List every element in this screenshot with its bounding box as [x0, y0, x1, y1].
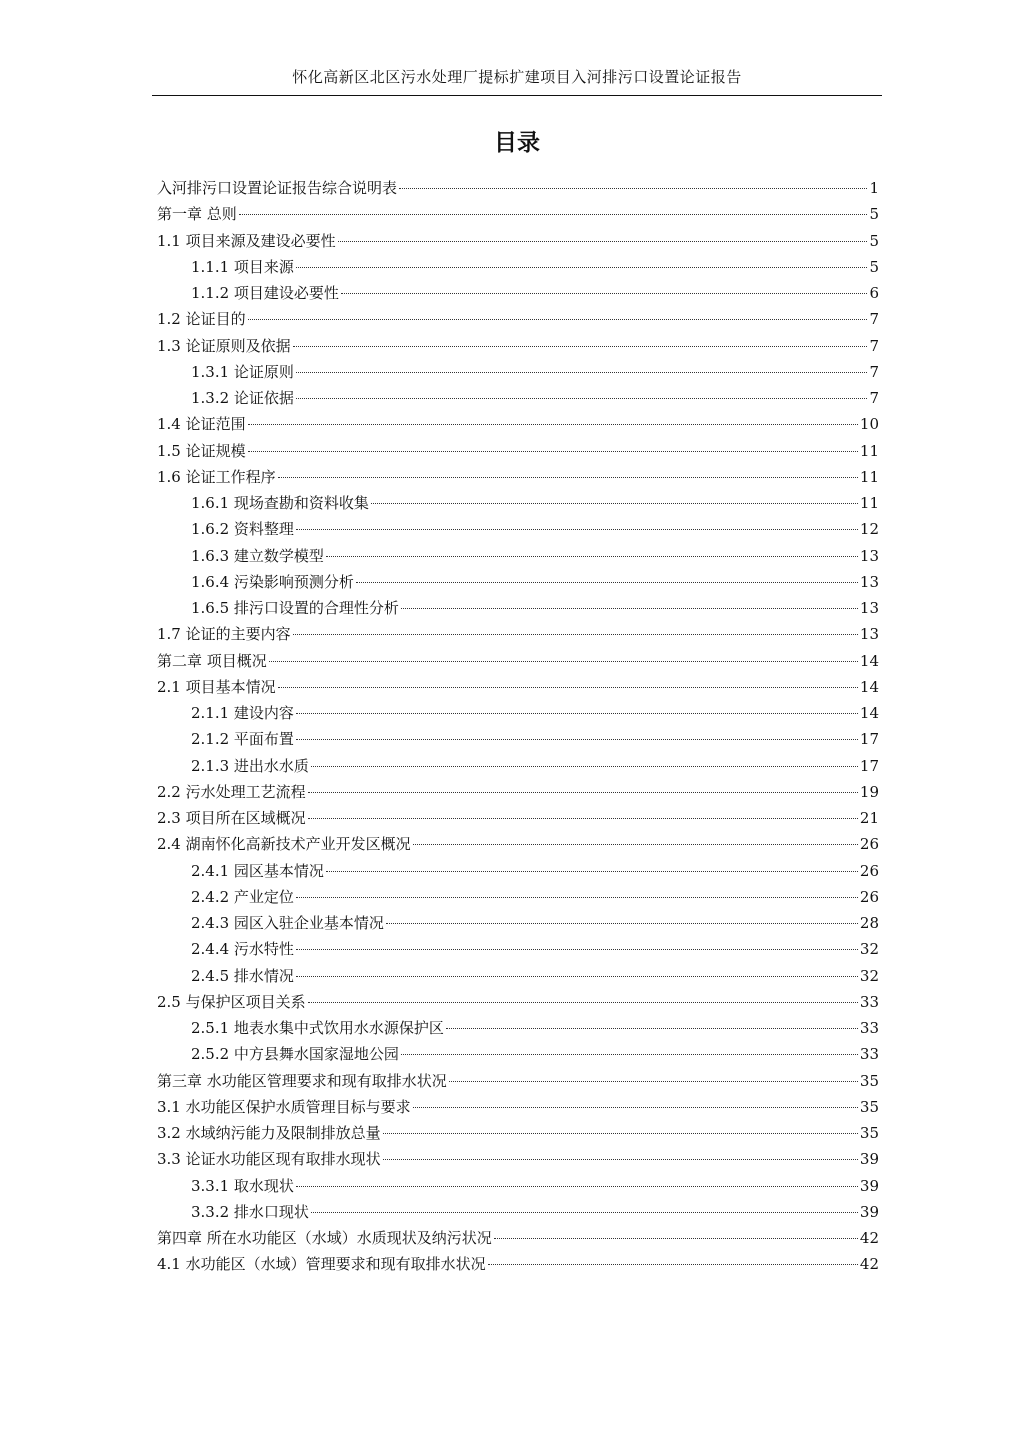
toc-dot-leader [399, 188, 867, 189]
toc-entry[interactable] [157, 1120, 879, 1146]
toc-entry-label: 1.6 论证工作程序 [157, 467, 276, 486]
toc-entry[interactable] [157, 201, 879, 227]
toc-entry-label: 2.4.2 产业定位 [191, 887, 294, 906]
toc-entry-label: 3.3 论证水功能区现有取排水现状 [157, 1150, 381, 1169]
toc-page-number: 32 [859, 966, 879, 985]
toc-entry-label: 2.4.5 排水情况 [191, 966, 294, 985]
toc-entry[interactable] [157, 306, 879, 332]
toc-entry-label: 2.1.3 进出水水质 [191, 756, 309, 775]
toc-dot-leader [296, 1186, 858, 1187]
toc-entry-label: 2.2 污水处理工艺流程 [157, 782, 306, 801]
toc-entry-label: 2.1.2 平面布置 [191, 730, 294, 749]
toc-page-number: 42 [859, 1255, 879, 1274]
toc-dot-leader [308, 792, 858, 793]
toc-entry-label: 1.3.2 论证依据 [191, 389, 294, 407]
toc-entry-label: 1.6.1 现场查勘和资料收集 [191, 494, 369, 512]
toc-entry-label: 1.6.3 建立数学模型 [191, 546, 324, 565]
toc-entry-label: 1.1.2 项目建设必要性 [191, 284, 339, 302]
toc-page-number: 11 [859, 494, 879, 512]
toc-page-number: 11 [859, 467, 879, 486]
toc-entry[interactable] [157, 726, 879, 752]
toc-page-number: 17 [859, 756, 879, 775]
toc-entry-label: 1.6.4 污染影响预测分析 [191, 572, 354, 591]
toc-entry-label: 1.3 论证原则及依据 [157, 336, 291, 355]
toc-page-number: 7 [869, 310, 879, 329]
toc-entry-label: 2.4.1 园区基本情况 [191, 861, 324, 880]
toc-dot-leader [269, 661, 858, 662]
toc-entry[interactable] [157, 936, 879, 962]
toc-entry-label: 2.4 湖南怀化高新技术产业开发区概况 [157, 835, 411, 854]
running-header: 怀化高新区北区污水处理厂提标扩建项目入河排污口设置论证报告 [292, 68, 742, 86]
toc-entry-label: 2.5 与保护区项目关系 [157, 992, 306, 1011]
toc-entry-label: 第一章 总则 [157, 205, 237, 224]
toc-dot-leader [338, 241, 868, 242]
toc-dot-leader [386, 923, 858, 924]
toc-page-number: 14 [859, 677, 879, 696]
toc-entry[interactable] [157, 989, 879, 1015]
toc-page-number: 28 [859, 914, 879, 932]
toc-entry[interactable] [157, 753, 879, 779]
toc-page-number: 5 [869, 257, 879, 276]
toc-entry-label: 1.2 论证目的 [157, 310, 246, 329]
toc-entry[interactable] [157, 700, 879, 726]
toc-page-number: 33 [859, 992, 879, 1011]
toc-entry[interactable] [157, 648, 879, 674]
toc-dot-leader [311, 766, 858, 767]
toc-dot-leader [326, 556, 858, 557]
toc-entry[interactable] [157, 1041, 879, 1067]
toc-page-number: 13 [859, 572, 879, 591]
toc-dot-leader [293, 634, 858, 635]
toc-dot-leader [239, 214, 868, 215]
toc-entry-label: 入河排污口设置论证报告综合说明表 [157, 179, 398, 197]
toc-entry-label: 第二章 项目概况 [157, 651, 267, 670]
toc-entry[interactable] [157, 1173, 879, 1199]
toc-entry[interactable] [157, 280, 879, 306]
toc-page-number: 26 [859, 861, 879, 880]
toc-page-number: 35 [859, 1124, 879, 1142]
toc-entry[interactable] [157, 831, 879, 857]
toc-dot-leader [296, 713, 858, 714]
toc-dot-leader [401, 1054, 858, 1055]
toc-dot-leader [248, 319, 868, 320]
toc-entry-label: 第四章 所在水功能区（水域）水质现状及纳污状况 [157, 1229, 492, 1247]
toc-entry[interactable] [157, 963, 879, 989]
table-of-contents [157, 175, 879, 1278]
toc-dot-leader [311, 1212, 858, 1213]
toc-dot-leader [494, 1238, 858, 1239]
toc-page-number: 5 [869, 231, 879, 250]
toc-entry[interactable] [157, 333, 879, 359]
toc-entry-label: 1.3.1 论证原则 [191, 362, 294, 381]
toc-entry-label: 1.6.2 资料整理 [191, 520, 294, 539]
toc-page-number: 5 [869, 205, 879, 224]
toc-entry-label: 2.4.3 园区入驻企业基本情况 [191, 914, 384, 932]
toc-page-number: 11 [859, 441, 879, 460]
toc-entry-label: 1.1 项目来源及建设必要性 [157, 231, 336, 250]
toc-entry-label: 1.6.5 排污口设置的合理性分析 [191, 599, 399, 617]
toc-dot-leader [383, 1133, 858, 1134]
toc-page-number: 26 [859, 887, 879, 906]
toc-dot-leader [248, 451, 858, 452]
toc-dot-leader [296, 372, 868, 373]
toc-page-number: 7 [869, 362, 879, 381]
toc-dot-leader [401, 608, 858, 609]
toc-entry-label: 1.4 论证范围 [157, 415, 246, 434]
toc-entry[interactable] [157, 543, 879, 569]
toc-page-number: 42 [859, 1229, 879, 1247]
toc-dot-leader [308, 1002, 858, 1003]
toc-page-number: 13 [859, 546, 879, 565]
toc-dot-leader [296, 897, 858, 898]
toc-dot-leader [413, 844, 858, 845]
toc-entry[interactable] [157, 359, 879, 385]
toc-entry[interactable] [157, 1068, 879, 1094]
toc-dot-leader [278, 477, 858, 478]
toc-dot-leader [296, 529, 858, 530]
toc-dot-leader [371, 503, 858, 504]
toc-dot-leader [296, 739, 858, 740]
toc-entry[interactable] [157, 621, 879, 647]
toc-page-number: 1 [869, 179, 879, 197]
toc-entry-label: 1.5 论证规模 [157, 441, 246, 460]
toc-entry[interactable] [157, 595, 879, 621]
toc-entry-label: 2.1.1 建设内容 [191, 704, 294, 722]
toc-entry[interactable] [157, 516, 879, 542]
toc-entry-label: 3.1 水功能区保护水质管理目标与要求 [157, 1097, 411, 1116]
toc-page-number: 39 [859, 1202, 879, 1221]
toc-entry[interactable] [157, 858, 879, 884]
toc-entry[interactable] [157, 490, 879, 516]
toc-entry[interactable] [157, 464, 879, 490]
toc-entry-label: 2.4.4 污水特性 [191, 940, 294, 959]
toc-page-number: 14 [859, 704, 879, 722]
toc-page-number: 33 [859, 1045, 879, 1064]
toc-dot-leader [449, 1081, 858, 1082]
toc-entry[interactable] [157, 1015, 879, 1041]
toc-page-number: 10 [859, 415, 879, 434]
toc-entry[interactable] [157, 1146, 879, 1172]
toc-entry-label: 2.5.1 地表水集中式饮用水水源保护区 [191, 1019, 444, 1037]
toc-page-number: 14 [859, 651, 879, 670]
toc-page-number: 21 [859, 809, 879, 827]
toc-page-number: 12 [859, 520, 879, 539]
toc-entry[interactable] [157, 385, 879, 411]
toc-dot-leader [413, 1107, 858, 1108]
toc-page-number: 7 [869, 389, 879, 407]
toc-entry[interactable] [157, 1199, 879, 1225]
toc-dot-leader [296, 976, 858, 977]
toc-entry[interactable] [157, 569, 879, 595]
toc-entry[interactable] [157, 1251, 879, 1277]
toc-entry[interactable] [157, 411, 879, 437]
toc-page-number: 17 [859, 730, 879, 749]
toc-page-number: 13 [859, 599, 879, 617]
toc-page-number: 35 [859, 1071, 879, 1090]
toc-entry[interactable] [157, 779, 879, 805]
toc-entry-label: 1.1.1 项目来源 [191, 257, 294, 276]
toc-page-number: 7 [869, 336, 879, 355]
toc-entry[interactable] [157, 254, 879, 280]
toc-entry-label: 2.3 项目所在区域概况 [157, 809, 306, 827]
toc-page-number: 35 [859, 1097, 879, 1116]
toc-entry-label: 3.3.1 取水现状 [191, 1176, 294, 1195]
toc-dot-leader [296, 398, 868, 399]
toc-dot-leader [296, 267, 868, 268]
toc-entry[interactable] [157, 175, 879, 201]
toc-entry-label: 第三章 水功能区管理要求和现有取排水状况 [157, 1071, 447, 1090]
toc-page-number: 19 [859, 782, 879, 801]
toc-dot-leader [248, 424, 858, 425]
toc-dot-leader [278, 687, 858, 688]
toc-entry-label: 4.1 水功能区（水域）管理要求和现有取排水状况 [157, 1255, 486, 1274]
toc-entry-label: 1.7 论证的主要内容 [157, 625, 291, 644]
toc-entry[interactable] [157, 884, 879, 910]
toc-page-number: 32 [859, 940, 879, 959]
toc-entry[interactable] [157, 674, 879, 700]
toc-dot-leader [356, 582, 858, 583]
toc-entry[interactable] [157, 1094, 879, 1120]
toc-page-number: 26 [859, 835, 879, 854]
toc-page-number: 13 [859, 625, 879, 644]
toc-dot-leader [308, 818, 858, 819]
toc-page-number: 39 [859, 1150, 879, 1169]
toc-entry[interactable] [157, 910, 879, 936]
toc-entry-label: 3.3.2 排水口现状 [191, 1202, 309, 1221]
toc-dot-leader [446, 1028, 858, 1029]
toc-page-number: 33 [859, 1019, 879, 1037]
toc-entry-label: 2.1 项目基本情况 [157, 677, 276, 696]
toc-dot-leader [293, 346, 868, 347]
toc-entry[interactable] [157, 228, 879, 254]
toc-page-number: 6 [869, 284, 879, 302]
toc-entry-label: 3.2 水域纳污能力及限制排放总量 [157, 1124, 381, 1142]
toc-dot-leader [296, 949, 858, 950]
toc-dot-leader [341, 293, 868, 294]
toc-dot-leader [383, 1159, 858, 1160]
toc-entry[interactable] [157, 805, 879, 831]
toc-entry[interactable] [157, 1225, 879, 1251]
toc-entry-label: 2.5.2 中方县舞水国家湿地公园 [191, 1045, 399, 1064]
page-title: 目录 [494, 130, 540, 156]
toc-dot-leader [326, 871, 858, 872]
toc-page-number: 39 [859, 1176, 879, 1195]
header-rule [152, 95, 882, 96]
toc-dot-leader [488, 1264, 858, 1265]
toc-entry[interactable] [157, 438, 879, 464]
